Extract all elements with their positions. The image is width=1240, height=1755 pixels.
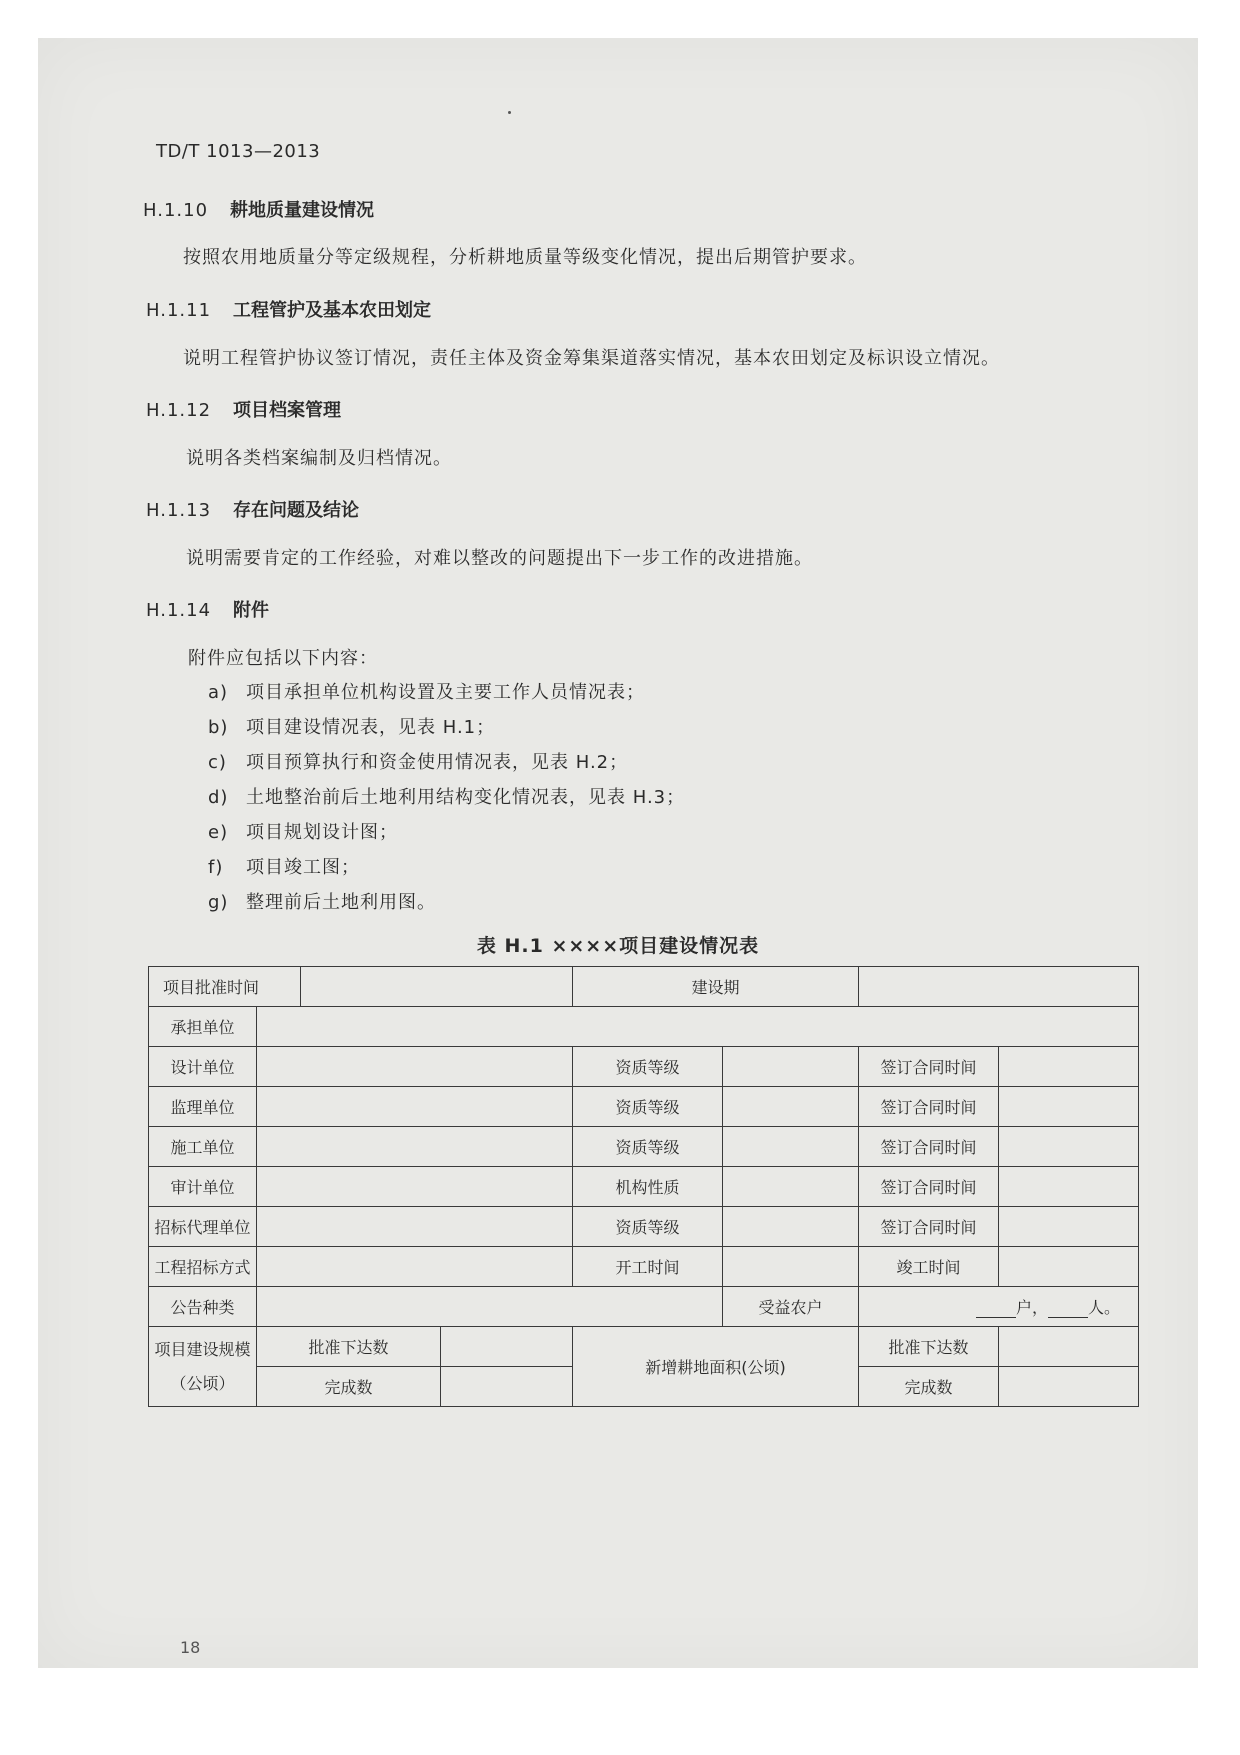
- list-item: [208, 678, 645, 704]
- section-heading: [146, 496, 359, 522]
- section-heading: [146, 596, 269, 622]
- attr-value: [723, 1047, 859, 1087]
- table-row: [149, 1007, 1139, 1047]
- unit-value: [257, 1047, 573, 1087]
- section-heading: [146, 396, 341, 422]
- unit-value: [257, 1167, 573, 1207]
- section-title: 耕地质量建设情况: [230, 200, 375, 221]
- list-marker: c): [208, 752, 227, 773]
- notice-type-label: 公告种类: [149, 1287, 257, 1327]
- date-value: [999, 1047, 1139, 1087]
- date-label: 签订合同时间: [859, 1087, 999, 1127]
- section-number: H.1.10: [143, 200, 209, 221]
- page-number: 18: [180, 1638, 201, 1657]
- list-marker: e): [208, 822, 229, 843]
- undertaker-value: [257, 1007, 1139, 1047]
- section-text: 说明工程管护协议签订情况，责任主体及资金筹集渠道落实情况，基本农田划定及标识设立情况。: [183, 348, 1000, 369]
- section-heading: [143, 196, 374, 222]
- section-text: 说明各类档案编制及归档情况。: [186, 448, 452, 469]
- section-text: 按照农用地质量分等定级规程，分析耕地质量等级变化情况，提出后期管护要求。: [183, 247, 867, 268]
- blank-line: [1048, 1301, 1088, 1318]
- table-row: [149, 1327, 1139, 1367]
- list-item: [208, 818, 398, 844]
- list-marker: d): [208, 787, 229, 808]
- attr-label: 机构性质: [573, 1167, 723, 1207]
- list-text: 项目承担单位机构设置及主要工作人员情况表；: [246, 682, 645, 703]
- completed-value: [441, 1367, 573, 1407]
- unit-value: [257, 1127, 573, 1167]
- approved2-value: [999, 1327, 1139, 1367]
- section-number: H.1.13: [146, 500, 212, 521]
- unit-value: [257, 1247, 573, 1287]
- completed2-value: [999, 1367, 1139, 1407]
- list-text: 项目预算执行和资金使用情况表，见表 H.2；: [246, 752, 629, 773]
- scale-unit: （公顷）: [170, 1373, 235, 1393]
- blank-line: [976, 1301, 1016, 1318]
- undertaker-label: 承担单位: [149, 1007, 257, 1047]
- approved-value: [441, 1327, 573, 1367]
- table-row: [149, 1247, 1139, 1287]
- section-number: H.1.14: [146, 600, 212, 621]
- unit-label: 施工单位: [149, 1127, 257, 1167]
- list-item: [208, 748, 628, 774]
- project-construction-table: [148, 966, 1139, 1407]
- section-number: H.1.12: [146, 400, 212, 421]
- attr-value: [723, 1207, 859, 1247]
- table-row: [149, 1207, 1139, 1247]
- section-title: 项目档案管理: [233, 400, 342, 421]
- section-text: 附件应包括以下内容：: [188, 648, 378, 669]
- date-value: [999, 1247, 1139, 1287]
- approved2-label: 批准下达数: [859, 1327, 999, 1367]
- scale-label-cell: [149, 1327, 257, 1407]
- table-row: [149, 967, 1139, 1007]
- unit-label: 工程招标方式: [149, 1247, 257, 1287]
- unit-value: [257, 1087, 573, 1127]
- section-title: 附件: [233, 600, 270, 621]
- date-label: 签订合同时间: [859, 1127, 999, 1167]
- date-value: [999, 1087, 1139, 1127]
- scale-label: 项目建设规模: [154, 1339, 251, 1359]
- list-marker: b): [208, 717, 229, 738]
- document-page: [38, 38, 1198, 1668]
- unit-label: 审计单位: [149, 1167, 257, 1207]
- completed-label: 完成数: [257, 1367, 441, 1407]
- completed2-label: 完成数: [859, 1367, 999, 1407]
- attr-value: [723, 1127, 859, 1167]
- list-item: [208, 713, 495, 739]
- date-label: 签订合同时间: [859, 1207, 999, 1247]
- beneficiary-label: 受益农户: [723, 1287, 859, 1327]
- date-value: [999, 1127, 1139, 1167]
- attr-label: 资质等级: [573, 1087, 723, 1127]
- section-text: 说明需要肯定的工作经验，对难以整改的问题提出下一步工作的改进措施。: [186, 548, 813, 569]
- construction-period-label: 建设期: [573, 967, 859, 1007]
- list-text: 项目规划设计图；: [246, 822, 398, 843]
- attr-value: [723, 1087, 859, 1127]
- unit-value: [257, 1207, 573, 1247]
- list-marker: a): [208, 682, 229, 703]
- approval-time-label: 项目批准时间: [149, 967, 301, 1007]
- date-label: 签订合同时间: [859, 1047, 999, 1087]
- date-value: [999, 1167, 1139, 1207]
- date-label: 签订合同时间: [859, 1167, 999, 1207]
- table-row: [149, 1287, 1139, 1327]
- standard-code: TD/T 1013—2013: [156, 141, 321, 162]
- table-row: [149, 1167, 1139, 1207]
- attr-label: 资质等级: [573, 1047, 723, 1087]
- attr-label: 资质等级: [573, 1207, 723, 1247]
- construction-period-value: [859, 967, 1139, 1007]
- attr-label: 开工时间: [573, 1247, 723, 1287]
- table-row: [149, 1127, 1139, 1167]
- section-title: 工程管护及基本农田划定: [233, 300, 432, 321]
- list-text: 整理前后土地利用图。: [246, 892, 436, 913]
- unit-label: 设计单位: [149, 1047, 257, 1087]
- list-text: 项目竣工图；: [246, 857, 360, 878]
- attr-label: 资质等级: [573, 1127, 723, 1167]
- list-marker: f): [208, 857, 224, 878]
- attr-value: [723, 1167, 859, 1207]
- notice-type-value: [257, 1287, 723, 1327]
- date-label: 竣工时间: [859, 1247, 999, 1287]
- unit-label: 监理单位: [149, 1087, 257, 1127]
- section-title: 存在问题及结论: [233, 500, 360, 521]
- table-title: 表 H.1 ××××项目建设情况表: [476, 935, 760, 957]
- list-item: [208, 783, 685, 809]
- list-item: [208, 888, 436, 914]
- section-heading: [146, 296, 431, 322]
- persons-unit: 人。: [1088, 1298, 1121, 1317]
- households-unit: 户，: [1016, 1298, 1049, 1317]
- list-item: [208, 853, 360, 879]
- list-marker: g): [208, 892, 229, 913]
- speck: [508, 111, 511, 114]
- section-number: H.1.11: [146, 300, 212, 321]
- list-text: 土地整治前后土地利用结构变化情况表，见表 H.3；: [246, 787, 686, 808]
- list-text: 项目建设情况表，见表 H.1；: [246, 717, 496, 738]
- attr-value: [723, 1247, 859, 1287]
- approval-time-value: [301, 967, 573, 1007]
- date-value: [999, 1207, 1139, 1247]
- beneficiary-value: [859, 1287, 1139, 1327]
- table-row: [149, 1047, 1139, 1087]
- table-row: [149, 1087, 1139, 1127]
- new-farmland-label: 新增耕地面积(公顷): [573, 1327, 859, 1407]
- unit-label: 招标代理单位: [149, 1207, 257, 1247]
- approved-label: 批准下达数: [257, 1327, 441, 1367]
